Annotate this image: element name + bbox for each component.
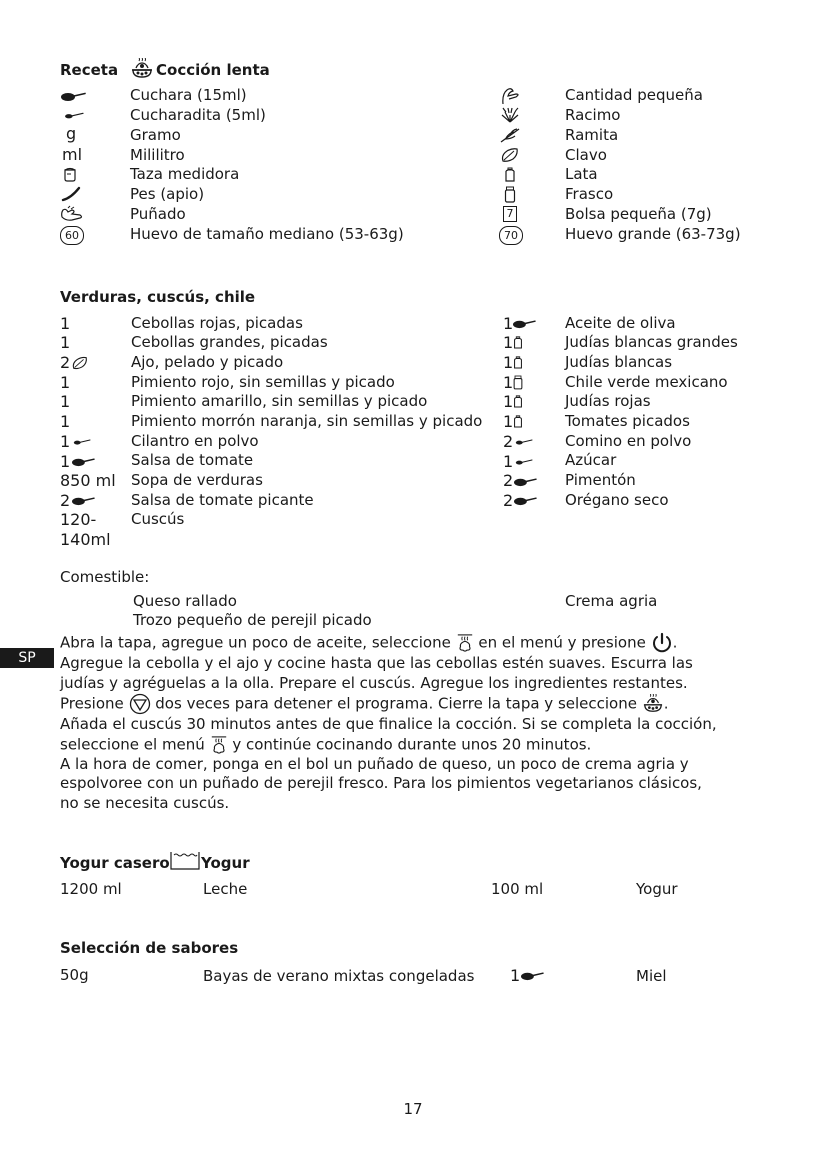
yogurt-icon xyxy=(170,850,200,870)
tablespoon-icon xyxy=(513,476,537,487)
teaspoon-icon xyxy=(71,437,91,446)
quantity: 1 xyxy=(60,314,71,333)
tablespoon-icon xyxy=(513,495,537,506)
pinch-icon xyxy=(499,86,521,106)
quantity: 2 xyxy=(503,491,514,510)
ingredient-label: Sopa de verduras xyxy=(131,471,263,489)
instruction-text: . xyxy=(663,694,669,713)
legend-label: Gramo xyxy=(130,126,181,144)
quantity: 1 xyxy=(503,392,514,411)
instruction-line xyxy=(60,693,760,715)
garnish-item: Crema agria xyxy=(565,592,658,610)
quantity: 2 xyxy=(503,471,514,490)
legend-label: Ramita xyxy=(565,126,619,144)
ingredient-label: Ajo, pelado y picado xyxy=(131,353,284,371)
ingredient-label: Tomates picados xyxy=(565,412,690,430)
saute-icon xyxy=(456,633,474,653)
ingredient-label: Aceite de oliva xyxy=(565,314,676,332)
clove-icon xyxy=(500,146,520,164)
gram-symbol: g xyxy=(66,124,77,143)
ingredient-label: Cuscús xyxy=(131,510,185,528)
power-icon xyxy=(651,632,673,654)
ingredient-label: Cebollas rojas, picadas xyxy=(131,314,303,332)
tablespoon-icon xyxy=(512,318,536,329)
ingredient-label: Pimiento rojo, sin semillas y picado xyxy=(131,373,395,391)
instruction-line xyxy=(60,735,760,755)
quantity: 850 ml xyxy=(60,471,116,490)
instruction-text: dos veces para detener el programa. Cierre la tapa y seleccione xyxy=(150,694,642,713)
quantity: 2 xyxy=(60,353,71,372)
can-icon xyxy=(512,354,524,370)
ingredient-label: Yogur xyxy=(636,880,678,898)
jar-icon xyxy=(503,185,517,203)
legend-label: Cucharadita (5ml) xyxy=(130,106,266,124)
quantity: 120- xyxy=(60,510,97,529)
recipe-title: Yogur casero xyxy=(60,854,170,872)
instruction-text: Abra la tapa, agregue un poco de aceite, seleccione xyxy=(60,633,456,652)
instruction-text: seleccione el menú xyxy=(60,735,210,754)
legend-label: Pes (apio) xyxy=(130,185,205,203)
small-bag-symbol: 7 xyxy=(503,206,517,222)
jar-icon xyxy=(512,374,524,390)
slow-cook-icon xyxy=(642,694,664,714)
measuring-cup-icon xyxy=(62,166,78,182)
ingredient-label: Pimiento morrón naranja, sin semillas y picado xyxy=(131,412,483,430)
garnish-item: Trozo pequeño de perejil picado xyxy=(133,611,372,629)
instruction-line: judías y agréguelas a la olla. Prepare el cuscús. Agregue los ingredientes restantes. xyxy=(60,673,688,692)
saute-icon xyxy=(210,735,228,755)
tablespoon-icon xyxy=(71,456,95,467)
tablespoon-icon xyxy=(520,970,544,981)
garnish-item: Queso rallado xyxy=(133,592,237,610)
instruction-text: . xyxy=(672,633,678,652)
quantity: 1 xyxy=(60,412,71,431)
ingredient-label: Cebollas grandes, picadas xyxy=(131,333,328,351)
quantity: 100 ml xyxy=(491,880,544,898)
legend-label: Huevo de tamaño mediano (53-63g) xyxy=(130,225,404,243)
ingredient-label: Pimiento amarillo, sin semillas y picado xyxy=(131,392,428,410)
ingredient-label: Bayas de verano mixtas congeladas xyxy=(203,967,475,985)
quantity: 1 xyxy=(503,452,514,471)
quantity: 1200 ml xyxy=(60,880,122,898)
ingredient-label: Miel xyxy=(636,967,667,985)
instruction-line: espolvoree con un puñado de perejil fresco. Para los pimientos vegetarianos clásicos, xyxy=(60,774,702,793)
instruction-line: Añada el cuscús 30 minutos antes de que finalice la cocción. Si se completa la cocción, xyxy=(60,715,717,734)
recipe-title: Selección de sabores xyxy=(60,939,239,957)
quantity: 1 xyxy=(503,333,514,352)
ingredient-label: Judías blancas grandes xyxy=(565,333,738,351)
ingredient-label: Chile verde mexicano xyxy=(565,373,728,391)
ingredient-label: Judías rojas xyxy=(565,392,651,410)
teaspoon-icon xyxy=(62,110,84,120)
ingredient-label: Azúcar xyxy=(565,451,617,469)
legend-label: Huevo grande (63-73g) xyxy=(565,225,741,243)
recipe-title: Verduras, cuscús, chile xyxy=(60,288,256,306)
quantity: 1 xyxy=(60,333,71,352)
slow-cook-label: Cocción lenta xyxy=(156,61,270,79)
quantity: 50g xyxy=(60,966,89,984)
yogurt-mode-label: Yogur xyxy=(201,854,250,872)
medium-egg-symbol: 60 xyxy=(60,226,84,245)
instruction-line: Agregue la cebolla y el ajo y cocine hasta que las cebollas estén suaves. Escurra las xyxy=(60,654,693,672)
instruction-line: A la hora de comer, ponga en el bol un puñado de queso, un poco de crema agria y xyxy=(60,754,689,773)
instruction-line: no se necesita cuscús. xyxy=(60,794,230,813)
page-number: 17 xyxy=(403,1100,423,1118)
can-icon xyxy=(512,334,524,350)
instructions xyxy=(60,632,760,814)
quantity: 1 xyxy=(60,432,71,451)
legend-title: Receta xyxy=(60,61,119,79)
legend-label: Bolsa pequeña (7g) xyxy=(565,205,712,223)
can-icon xyxy=(512,413,524,429)
quantity: 1 xyxy=(60,392,71,411)
tablespoon-icon xyxy=(60,90,86,102)
ingredient-label: Salsa de tomate xyxy=(131,451,254,469)
quantity: 1 xyxy=(503,373,514,392)
instruction-text: Presione xyxy=(60,694,129,713)
celery-icon xyxy=(61,186,81,202)
ingredient-label: Pimentón xyxy=(565,471,636,489)
quantity: 1 xyxy=(510,966,521,985)
quantity: 1 xyxy=(503,412,514,431)
teaspoon-icon xyxy=(513,457,533,466)
quantity: 1 xyxy=(503,314,514,333)
handful-icon xyxy=(60,205,84,223)
quantity: 1 xyxy=(503,353,514,372)
ingredient-label: Leche xyxy=(203,880,248,898)
legend-label: Puñado xyxy=(130,205,186,223)
ingredient-label: Salsa de tomate picante xyxy=(131,491,314,509)
sprig-icon xyxy=(499,126,521,144)
language-tab: SP xyxy=(0,648,54,668)
ingredient-label: Judías blancas xyxy=(565,353,673,371)
bunch-icon xyxy=(499,106,521,124)
tablespoon-icon xyxy=(71,495,95,506)
ingredient-label: Orégano seco xyxy=(565,491,669,509)
quantity: 1 xyxy=(60,373,71,392)
can-icon xyxy=(512,393,524,409)
comestible-label: Comestible: xyxy=(60,568,150,586)
legend-label: Taza medidora xyxy=(130,165,240,183)
quantity: 1 xyxy=(60,452,71,471)
quantity: 2 xyxy=(503,432,514,451)
clove-icon xyxy=(71,355,89,371)
stop-icon xyxy=(129,693,151,715)
ingredient-label: Comino en polvo xyxy=(565,432,692,450)
legend-label: Lata xyxy=(565,165,598,183)
slow-cook-icon xyxy=(130,58,154,80)
instruction-line xyxy=(60,632,760,654)
legend-label: Frasco xyxy=(565,185,614,203)
instruction-text: y continúe cocinando durante unos 20 minutos. xyxy=(227,735,592,754)
legend-label: Cuchara (15ml) xyxy=(130,86,247,104)
instruction-text: en el menú y presione xyxy=(473,633,651,652)
ingredient-label: Cilantro en polvo xyxy=(131,432,259,450)
can-icon xyxy=(503,165,517,183)
large-egg-symbol: 70 xyxy=(499,226,523,245)
legend-label: Racimo xyxy=(565,106,621,124)
legend-label: Cantidad pequeña xyxy=(565,86,703,104)
quantity: 2 xyxy=(60,491,71,510)
quantity: 140ml xyxy=(60,530,111,549)
milliliter-symbol: ml xyxy=(62,145,83,164)
legend-label: Clavo xyxy=(565,146,607,164)
teaspoon-icon xyxy=(513,437,533,446)
legend-label: Mililitro xyxy=(130,146,185,164)
